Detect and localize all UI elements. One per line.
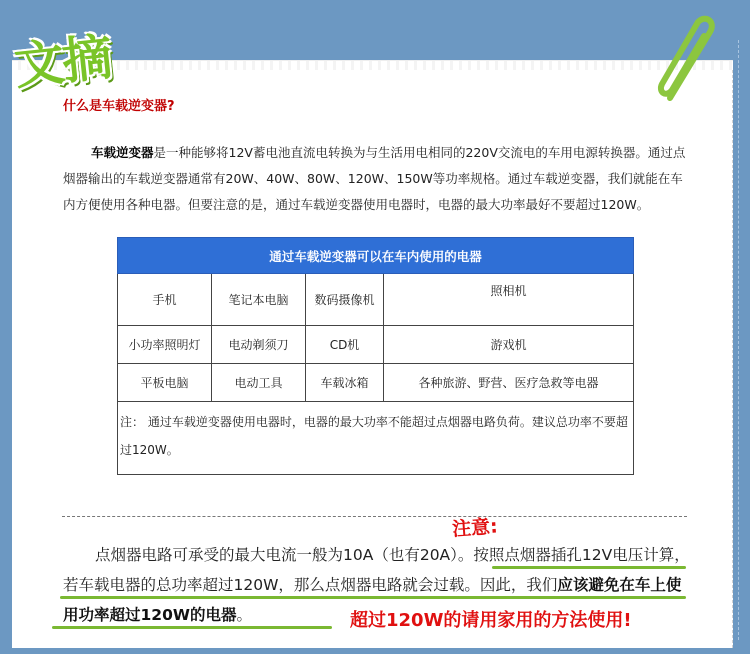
table-header: 通过车载逆变器可以在车内使用的电器 — [118, 238, 634, 274]
table-cell: 车载冰箱 — [306, 364, 384, 402]
section-divider — [62, 516, 687, 517]
intro-text: 是一种能够将12V蓄电池直流电转换为与生活用电相同的220V交流电的车用电源转换器。通过点烟器输出的车载逆变器通常有20W、40W、80W、120W、150W等功率规格。通过车载逆变器，我们就能在车内方便使用各种电器。但要注意的是，通过车载逆变器使用电器时，电器的最大功率最好不要超过120W。 — [63, 145, 686, 212]
table-row — [118, 364, 634, 402]
table-cell: 小功率照明灯 — [118, 326, 212, 364]
table-cell: 电动剃须刀 — [212, 326, 306, 364]
table-cell: 笔记本电脑 — [212, 274, 306, 326]
digest-stamp: 文摘 — [11, 27, 114, 96]
table-cell: 手机 — [118, 274, 212, 326]
table-cell: 游戏机 — [384, 326, 634, 364]
table-note-row — [118, 402, 634, 475]
article-intro — [63, 140, 688, 218]
table-cell: CD机 — [306, 326, 384, 364]
devices-table — [117, 237, 634, 475]
table-row — [118, 274, 634, 326]
paperclip-icon — [648, 10, 728, 110]
table-cell: 照相机 — [384, 274, 634, 326]
handwritten-note: 超过120W的请用家用的方法使用! — [350, 610, 632, 631]
highlight-underline — [60, 596, 686, 599]
table-row — [118, 326, 634, 364]
article-title: 什么是车载逆变器? — [63, 99, 175, 114]
highlight-underline — [492, 566, 686, 569]
para-end: 。 — [236, 606, 252, 624]
para-emphasis: 应该避免在车上使用功率超过120W的电器 — [63, 576, 682, 624]
attention-label: 注意: — [451, 515, 499, 541]
table-cell: 电动工具 — [212, 364, 306, 402]
table-cell: 各种旅游、野营、医疗急救等电器 — [384, 364, 634, 402]
para-part2: 按照点烟器插孔12V电压计算，若车载电器的总功率超过120W，那么点烟器电路就会过载。因此，我们 — [63, 546, 690, 594]
highlight-underline — [52, 626, 332, 629]
side-dash-decoration — [738, 40, 739, 640]
table-note: 注： 通过车载逆变器使用电器时，电器的最大功率不能超过点烟器电路负荷。建议总功率不要超过120W。 — [118, 402, 634, 475]
table-cell: 平板电脑 — [118, 364, 212, 402]
table-cell: 数码摄像机 — [306, 274, 384, 326]
para-part1: 点烟器电路可承受的最大电流一般为10A（也有20A）。 — [95, 546, 474, 564]
intro-keyword: 车载逆变器 — [91, 145, 154, 160]
